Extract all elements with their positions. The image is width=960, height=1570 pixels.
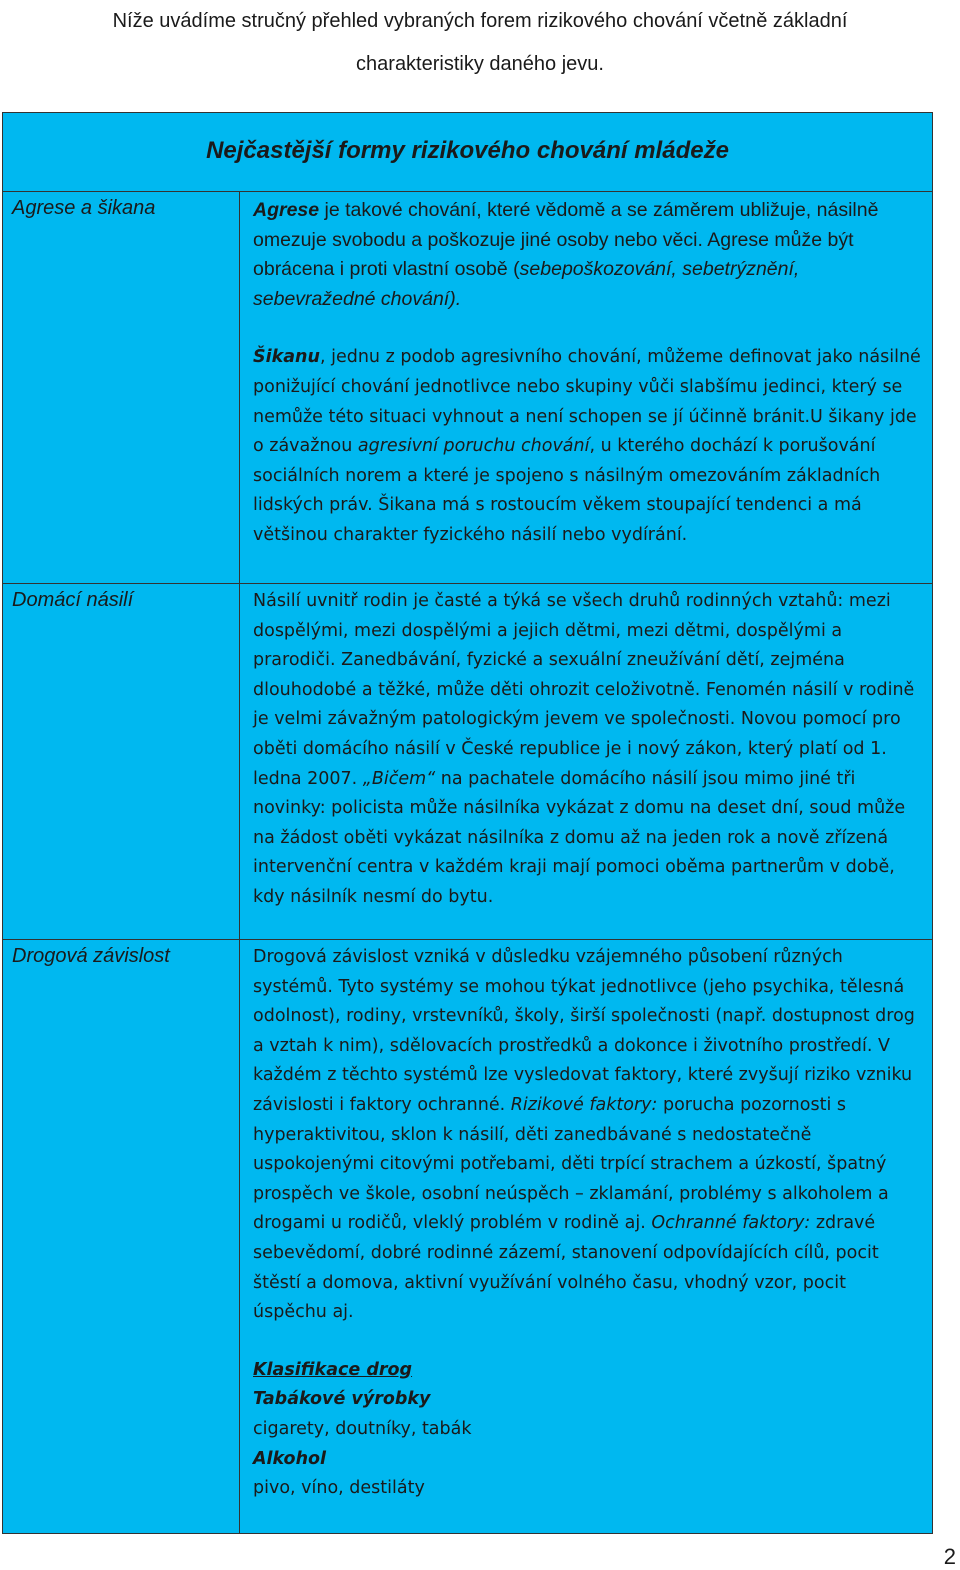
- tobacco-heading: Tabákové výrobky: [253, 1389, 431, 1410]
- page-number: 2: [943, 1544, 956, 1569]
- risk-factors-label: Rizikové faktory:: [510, 1094, 658, 1115]
- intro-line-2: charakteristiky daného jevu.: [356, 53, 604, 75]
- table-label-column: [3, 192, 240, 1533]
- row-content-drogova-zavislost: [253, 943, 925, 1504]
- risk-behaviour-table: [2, 112, 933, 1534]
- sikana-text-2: , u kterého dochází k porušování sociálních norem a které je spojeno s násilným omezováním základních lidských práv. Šikana má s rostoucím věkem stoupající tendenci a má většinou charakter fyzického násilí nebo vydírání.: [253, 436, 881, 545]
- drug-classification-heading: Klasifikace drog: [253, 1359, 413, 1380]
- domaci-italic: „Bičem“: [362, 768, 436, 789]
- sikana-text-1: , jednu z podob agresivního chování, můžeme definovat jako násilné ponižující chování jednotlivce nebo skupiny vůči slabšímu jedinci, který se nemůže této situaci vyhnout a není schopen se jí účinně bránit.U šikany jde o závažnou: [253, 347, 921, 457]
- alcohol-text: pivo, víno, destiláty: [253, 1478, 425, 1499]
- row-content-domaci-nasili: [253, 587, 925, 913]
- row-divider: [3, 939, 932, 940]
- sikana-italic: agresivní poruchu chování: [357, 436, 590, 457]
- domaci-text-1: Násilí uvnitř rodin je časté a týká se všech druhů rodinných vztahů: mezi dospělými, mezi dospělými a jejich dětmi, mezi dětmi, dospělými a prarodiči. Zanedbávání, fyzické a sexuální zneužívání dětí, zejména dlouhodobé a těžké, může děti ohrozit celoživotně. Fenomén násilí v rodině je velmi závažným patologickým jevem ve společnosti. Novou pomocí pro oběti domácího násilí v České republice je i nový zákon, který platí od 1. ledna 2007.: [253, 591, 915, 789]
- intro-line-1: Níže uvádíme stručný přehled vybraných forem rizikového chování včetně základní: [112, 10, 848, 32]
- row-label-agrese: Agrese a šikana: [12, 197, 156, 219]
- row-label-drogova-zavislost: Drogová závislost: [12, 945, 170, 967]
- protective-factors-label: Ochranné faktory:: [651, 1213, 811, 1234]
- risk-factors-text: porucha pozornosti s hyperaktivitou, sklon k násilí, děti zanedbávané s nedostatečně uspokojenými citovými potřebami, děti trpící strachem a úzkostí, špatný prospěch ve škole, osobní neúspěch – zklamání, problémy s alkoholem a drogami u rodičů, vleklý problém v rodině aj.: [253, 1094, 889, 1234]
- intro-text: [0, 0, 960, 86]
- agrese-text: je takové chování, které vědomě a se záměrem ubližuje, násilně omezuje svobodu a poškozuje jiné osoby nebo věci. Agrese může být obrácena i proti vlastní osobě (: [253, 199, 879, 281]
- tobacco-text: cigarety, doutníky, tabák: [253, 1418, 472, 1439]
- sikana-term: Šikanu: [253, 347, 320, 368]
- agrese-term: Agrese: [253, 199, 320, 221]
- drogy-paragraph: [253, 943, 925, 1328]
- sikana-paragraph: [253, 343, 925, 550]
- row-divider: [3, 583, 932, 584]
- agrese-paragraph: [253, 196, 925, 314]
- agrese-examples: sebepoškozování, sebetrýznění, sebevražedné chování).: [253, 258, 800, 310]
- table-title: Nejčastější formy rizikového chování mládeže: [3, 113, 932, 192]
- protective-factors-text: zdravé sebevědomí, dobré rodinné zázemí, stanovení odpovídajících cílů, pocit štěstí a domova, aktivní využívání volného času, vhodný vzor, pocit úspěchu aj.: [253, 1213, 879, 1323]
- row-label-domaci-nasili: Domácí násilí: [12, 589, 134, 611]
- domaci-text-2: na pachatele domácího násilí jsou mimo jiné tři novinky: policista může násilníka vykázat z domu na deset dní, soud může na žádost oběti vykázat násilníka z domu až na jeden rok a nově zřízená intervenční centra v každém kraji mají pomoci oběma partnerům v době, kdy násilník nesmí do bytu.: [253, 768, 906, 907]
- row-content-agrese: [253, 196, 925, 551]
- alcohol-heading: Alkohol: [253, 1448, 327, 1469]
- drogy-text-1: Drogová závislost vzniká v důsledku vzájemného působení různých systémů. Tyto systémy se mohou týkat jednotlivce (jeho psychika, tělesná odolnost), rodiny, vrstevníků, školy, širší společnosti (např. dostupnost drog a vztah k nim), sdělovacích prostředků a dokonce i životního prostředí. V každém z těchto systémů lze vysledovat faktory, které zvyšují riziko vzniku závislosti i faktory ochranné.: [253, 947, 915, 1115]
- domaci-nasili-paragraph: [253, 587, 925, 913]
